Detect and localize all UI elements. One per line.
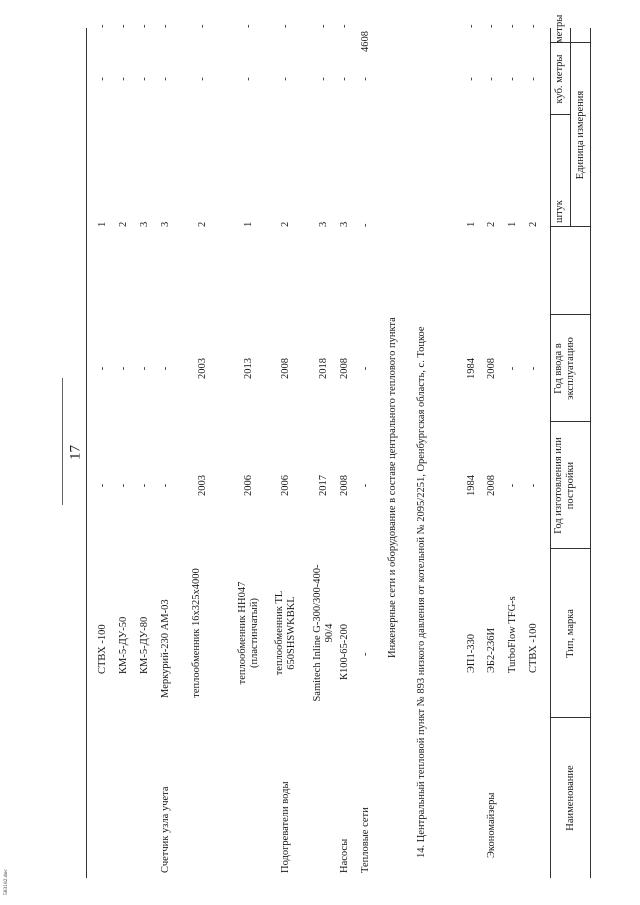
table-row-name: Счетчик узла учета: [160, 786, 171, 873]
table-row-type: ЭБ2-236И: [486, 627, 497, 673]
header-meters: метры: [554, 14, 565, 43]
header-pcs: штук: [554, 200, 565, 223]
header-type: Тип, марка: [565, 609, 576, 658]
table-row-name: Тепловые сети: [360, 807, 371, 873]
table-bottom-rule: [86, 28, 87, 878]
rotated-table-sheet: Наименование Тип, марка Год изготовления или постройки Год ввода в эксплуатацию Единица измерения штук куб. метры метры СТВХ -100 - - 2 - - TurboFlow TFG-s - - 1 - - Экономайзеры ЭБ2-236И 2008 2008 2 - - ЭП1-330 1984 1984 1 - - 14. Центральный тепловой пункт № 893 низкого давления от котельной № 2095/2251, Оренбургская область, с. Тоцкое Инженерные сети и оборудование в составе центрального теплового пункта Тепловые сети - - - - - 4608 Насосы К100-65-200 2008 2008 3 - - Samitech Inline G-300/300-400-90/4 2017 2018 3 - - Подогреватели воды теплообменник TL 650SHSWKBKL 2006 2008 2 - - теплообменник НН047 (пластинчатый) 2006 2013 1 - - теплообменник 16х325х4000 2003 2003 2 - - Счетчик узла учета Меркурий-230 AM-03 - - 3 - - КМ-5-ДУ-80 - - 3 - - КМ-5-ДУ-50 - - 2 - - СТВХ -100 - - 1 - -: [42, 28, 622, 878]
table-row-name: Подогреватели воды: [280, 781, 291, 873]
footer-code: 503182.doc: [3, 869, 9, 895]
table-row-type: ЭП1-330: [466, 633, 477, 673]
table-row-type: TurboFlow TFG-s: [507, 596, 518, 673]
subsection-title: Инженерные сети и оборудование в составе центрального теплового пункта: [387, 317, 398, 658]
table-row-name: Насосы: [339, 838, 350, 873]
header-year-in: Год ввода в эксплуатацию: [553, 337, 576, 400]
table-row-type: СТВХ -100: [528, 623, 539, 673]
section-title: 14. Центральный тепловой пункт № 893 низкого давления от котельной № 2095/2251, Оренбургская область, с. Тоцкое: [416, 326, 427, 858]
header-name: Наименование: [565, 765, 576, 831]
page-number: 17: [67, 445, 84, 460]
header-bottom-rule: [550, 28, 551, 878]
header-year-made: Год изготовления или постройки: [553, 437, 576, 534]
header-cubic: куб. метры: [554, 54, 565, 104]
footnote-separator: [62, 378, 63, 505]
header-unit-group: Единица измерения: [575, 90, 586, 180]
table-row-name: Экономайзеры: [486, 792, 497, 858]
